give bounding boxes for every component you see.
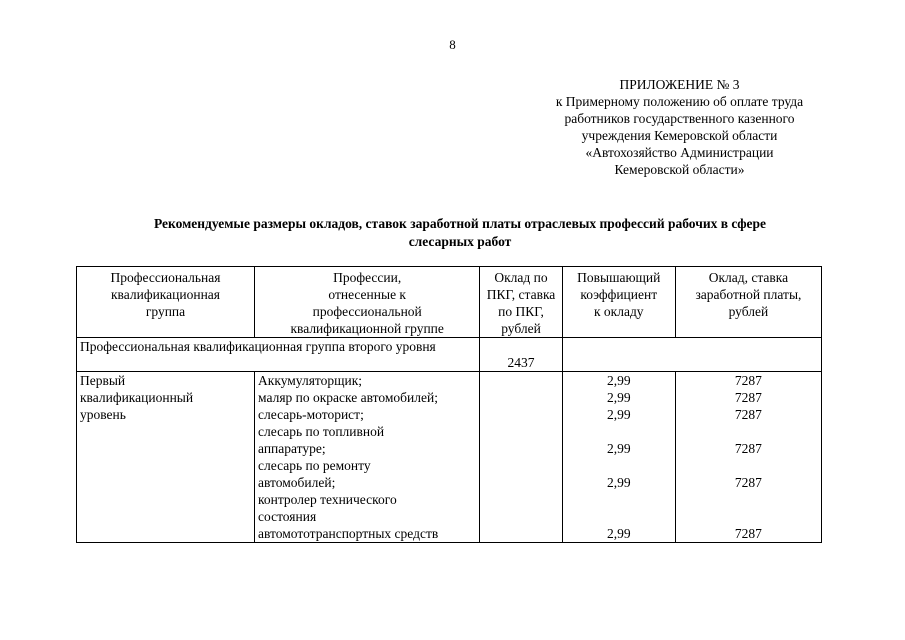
coefficient-blank: [566, 508, 672, 525]
table-header-row: [77, 267, 822, 338]
header-text: к окладу: [593, 304, 644, 319]
professions-cell: [255, 372, 480, 543]
appendix-line: к Примерному положению об оплате труда: [555, 94, 804, 109]
appendix-line: работников государственного казенного: [564, 111, 795, 126]
table-row: [77, 338, 822, 372]
document-title: [75, 215, 845, 251]
header-coefficient: [562, 267, 675, 338]
rate-blank: [679, 491, 818, 508]
coefficient-blank: [566, 457, 672, 474]
profession-line: автомобилей;: [258, 475, 336, 490]
header-text: профессиональной: [312, 304, 422, 319]
profession-line: автомототранспортных средств: [258, 526, 439, 541]
coefficient-blank: [566, 423, 672, 440]
header-text: рублей: [728, 304, 769, 319]
table-row: [77, 372, 822, 543]
header-text: Повышающий: [577, 270, 661, 285]
coefficient-value: 2,99: [606, 390, 631, 405]
document-title-line: Рекомендуемые размеры окладов, ставок заработной платы отраслевых профессий рабочих в сфере: [153, 216, 767, 231]
rate-value: 7287: [734, 390, 762, 405]
coefficient-cell: [562, 372, 675, 543]
appendix-header: [527, 76, 832, 178]
appendix-line: ПРИЛОЖЕНИЕ № 3: [619, 77, 740, 92]
profession-line: слесарь-моторист;: [258, 407, 364, 422]
profession-line: слесарь по ремонту: [258, 458, 371, 473]
profession-line: контролер технического: [258, 492, 397, 507]
coefficient-value: 2,99: [606, 526, 631, 541]
header-group: [77, 267, 255, 338]
profession-line: слесарь по топливной: [258, 424, 385, 439]
header-text: рублей: [501, 321, 541, 336]
rate-cell: [675, 372, 821, 543]
document-title-line: слесарных работ: [408, 234, 512, 249]
header-text: Профессии,: [333, 270, 402, 285]
header-text: отнесенные к: [328, 287, 406, 302]
level-salary-cell: [480, 372, 562, 543]
header-text: квалификационной группе: [290, 321, 444, 336]
profession-line: состояния: [258, 509, 317, 524]
header-salary: [480, 267, 562, 338]
coefficient-value: 2,99: [606, 441, 631, 456]
level-name-line: уровень: [80, 407, 126, 422]
group-salary-cell: 2437: [480, 338, 562, 372]
header-professions: [255, 267, 480, 338]
header-text: по ПКГ,: [498, 304, 544, 319]
appendix-line: учреждения Кемеровской области: [581, 128, 778, 143]
rate-value: 7287: [734, 407, 762, 422]
profession-line: Аккумуляторщик;: [258, 373, 363, 388]
header-text: квалификационная: [111, 287, 220, 302]
profession-line: маляр по окраске автомобилей;: [258, 390, 438, 405]
rate-blank: [679, 508, 818, 525]
rate-blank: [679, 457, 818, 474]
coefficient-value: 2,99: [606, 373, 631, 388]
coefficient-value: 2,99: [606, 475, 631, 490]
coefficient-blank: [566, 491, 672, 508]
header-text: ПКГ, ставка: [486, 287, 556, 302]
header-text: Оклад по: [494, 270, 548, 285]
coefficient-value: 2,99: [606, 407, 631, 422]
level-name-line: Первый: [80, 373, 126, 388]
header-rate: [675, 267, 821, 338]
header-text: Профессиональная: [110, 270, 221, 285]
rate-blank: [679, 423, 818, 440]
rate-value: 7287: [734, 373, 762, 388]
appendix-line: «Автохозяйство Администрации: [585, 145, 774, 160]
rate-value: 7287: [734, 526, 762, 541]
level-name-line: квалификационный: [80, 390, 194, 405]
appendix-line: Кемеровской области»: [614, 162, 745, 177]
salary-table: [76, 266, 822, 543]
empty-cell: [562, 338, 821, 372]
page-number: 8: [449, 37, 456, 52]
rate-value: 7287: [734, 441, 762, 456]
header-text: заработной платы,: [695, 287, 802, 302]
header-text: коэффициент: [580, 287, 658, 302]
level-name-cell: [77, 372, 255, 543]
rate-value: 7287: [734, 475, 762, 490]
profession-line: аппаратуре;: [258, 441, 326, 456]
header-text: Оклад, ставка: [708, 270, 789, 285]
header-text: группа: [145, 304, 186, 319]
group-name-cell: Профессиональная квалификационная группа второго уровня: [77, 338, 480, 372]
